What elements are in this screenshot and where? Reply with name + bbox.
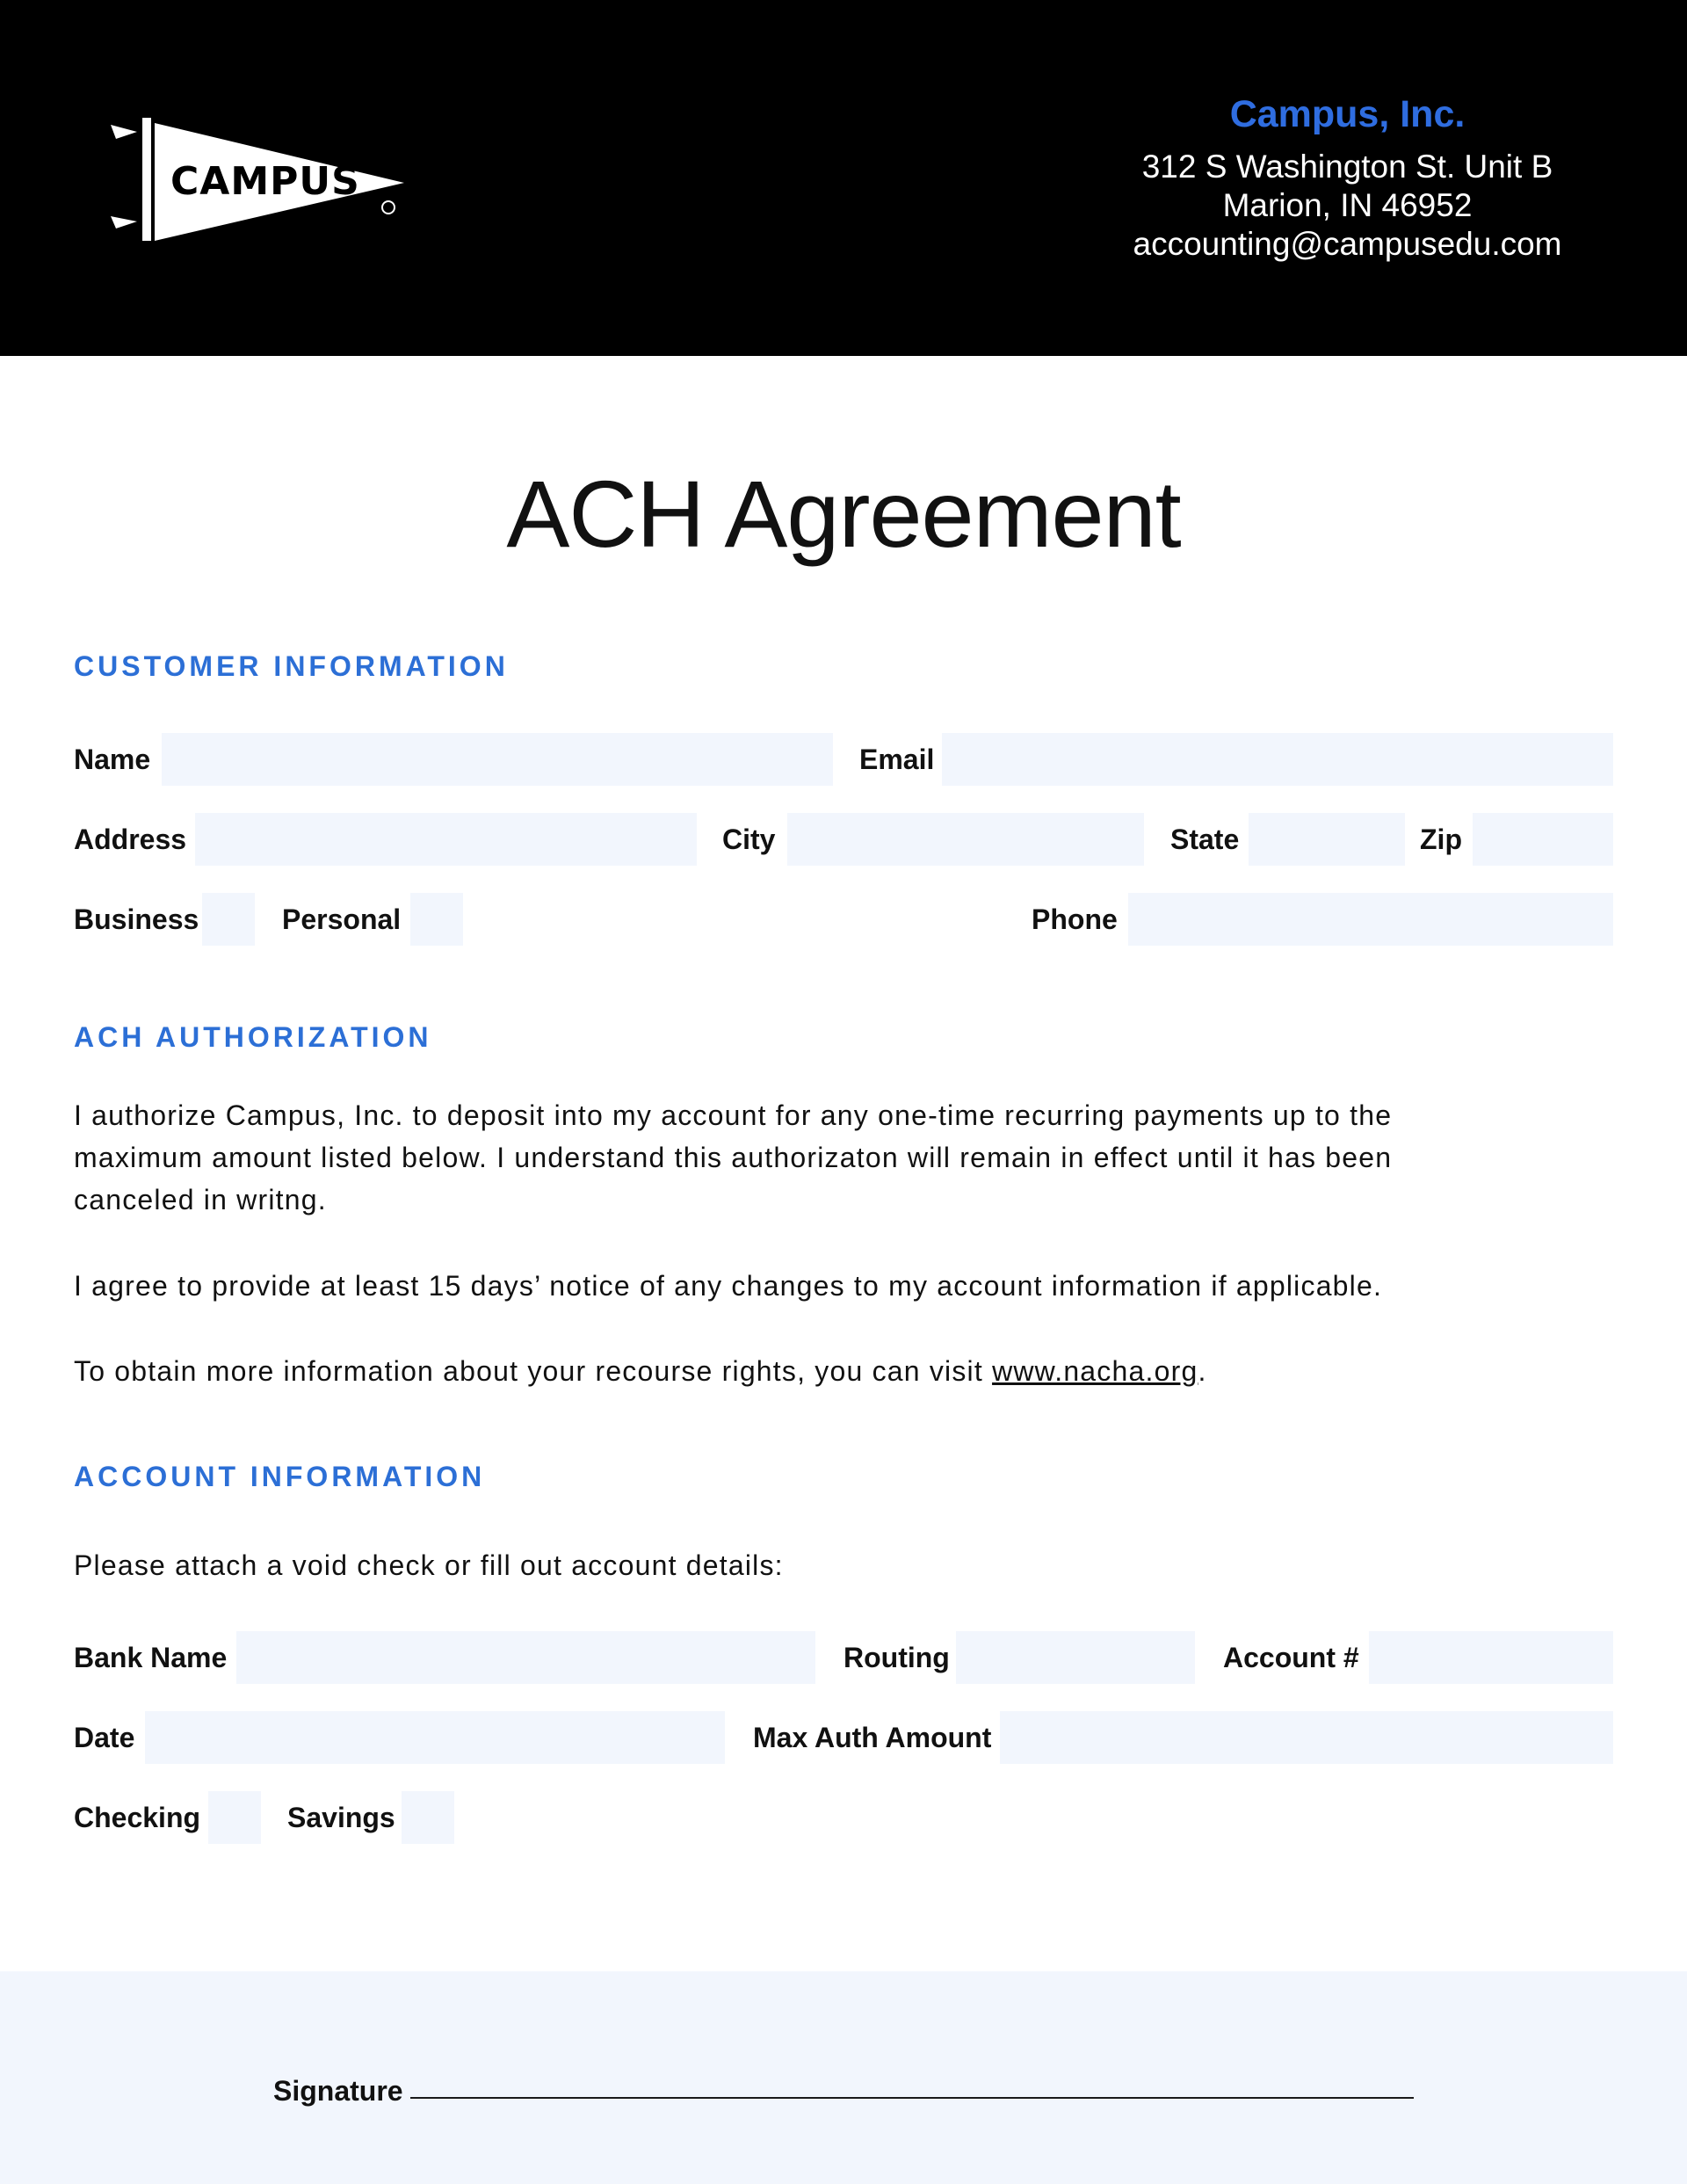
recourse-text: To obtain more information about your recourse rights, you can visit	[74, 1355, 993, 1387]
business-checkbox[interactable]	[202, 893, 255, 946]
city-input[interactable]	[787, 813, 1144, 866]
max-auth-amount-label: Max Auth Amount	[753, 1722, 992, 1753]
account-information-heading: ACCOUNT INFORMATION	[74, 1461, 486, 1492]
savings-label: Savings	[287, 1802, 395, 1833]
zip-input[interactable]	[1473, 813, 1613, 866]
name-input[interactable]	[162, 733, 833, 786]
savings-checkbox[interactable]	[402, 1791, 454, 1844]
notice-paragraph: I agree to provide at least 15 days’ notice of any changes to my account information if applicable.	[74, 1270, 1383, 1302]
city-label: City	[722, 824, 776, 855]
company-name: Campus, Inc.	[1229, 93, 1466, 135]
state-input[interactable]	[1249, 813, 1405, 866]
name-label: Name	[74, 744, 151, 775]
email-input[interactable]	[942, 733, 1613, 786]
company-info	[1037, 88, 1658, 264]
signature-label: Signature	[273, 2075, 403, 2107]
state-label: State	[1170, 824, 1240, 855]
company-address-line2: Marion, IN 46952	[1222, 187, 1473, 223]
checking-label: Checking	[74, 1802, 201, 1833]
phone-label: Phone	[1032, 903, 1118, 935]
signature-section	[0, 1971, 1687, 2184]
recourse-paragraph	[74, 1350, 1480, 1392]
bank-name-input[interactable]	[236, 1631, 815, 1684]
logo-wordmark: CAMPUS	[170, 159, 360, 204]
customer-information-heading: CUSTOMER INFORMATION	[74, 650, 509, 682]
bank-name-label: Bank Name	[74, 1642, 228, 1673]
address-input[interactable]	[195, 813, 697, 866]
personal-checkbox[interactable]	[410, 893, 463, 946]
campus-pennant-logo	[104, 112, 411, 246]
email-label: Email	[859, 744, 935, 775]
account-instructions: Please attach a void check or fill out account details:	[74, 1549, 784, 1581]
page-header	[0, 0, 1687, 356]
phone-input[interactable]	[1128, 893, 1613, 946]
company-address-line1: 312 S Washington St. Unit B	[1141, 149, 1553, 185]
routing-label: Routing	[844, 1642, 950, 1673]
routing-input[interactable]	[956, 1631, 1195, 1684]
recourse-period: .	[1198, 1355, 1207, 1387]
personal-label: Personal	[282, 903, 402, 935]
page-title: ACH Agreement	[506, 461, 1181, 567]
authorization-paragraph: I authorize Campus, Inc. to deposit into my account for any one-time recurring payments up to the maximum amount listed below. I understand this authorizaton will remain in effect until it has been canceled in writng.	[74, 1099, 1393, 1215]
zip-label: Zip	[1420, 824, 1462, 855]
nacha-link[interactable]: www.nacha.org	[992, 1355, 1198, 1387]
company-email: accounting@campusedu.com	[1133, 226, 1562, 262]
signature-line[interactable]	[410, 2097, 1414, 2099]
address-label: Address	[74, 824, 187, 855]
business-label: Business	[74, 903, 199, 935]
date-input[interactable]	[145, 1711, 725, 1764]
account-number-label: Account #	[1223, 1642, 1359, 1673]
account-number-input[interactable]	[1369, 1631, 1613, 1684]
date-label: Date	[74, 1722, 135, 1753]
checking-checkbox[interactable]	[208, 1791, 261, 1844]
max-auth-amount-input[interactable]	[1000, 1711, 1613, 1764]
ach-authorization-heading: ACH AUTHORIZATION	[74, 1021, 432, 1053]
